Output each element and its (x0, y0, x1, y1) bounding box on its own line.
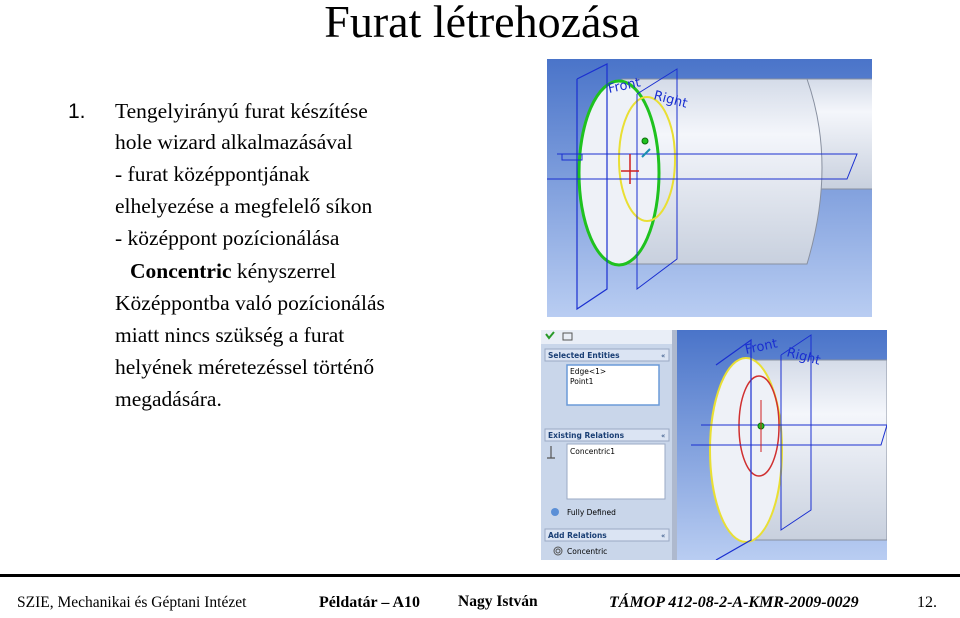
plane-right-label-2: Right (784, 345, 822, 369)
list-item[interactable]: Concentric1 (570, 447, 616, 456)
list-item[interactable]: Point1 (570, 377, 594, 386)
text-line-6 (130, 256, 336, 288)
plane-front-label: Front (606, 75, 643, 97)
text-line-6-rest: kényszerrel (231, 259, 336, 283)
add-relation-concentric[interactable]: Concentric (567, 547, 608, 556)
text-line-1: Tengelyirányú furat készítése (115, 99, 368, 123)
concentric-bold: Concentric (130, 259, 232, 283)
cad-screenshot-bottom (541, 330, 887, 560)
text-line-10: megadására. (115, 387, 222, 411)
text-line-9: helyének méretezéssel történő (115, 355, 375, 379)
footer-project: TÁMOP 412-08-2-A-KMR-2009-0029 (609, 594, 859, 611)
footer-examples: Példatár – A10 (319, 594, 421, 611)
status-text: Fully Defined (567, 508, 616, 517)
list-item[interactable]: Edge<1> (570, 367, 607, 376)
footer-author: Nagy István (458, 593, 538, 610)
text-line-3: - furat középpontjának (115, 162, 310, 186)
selected-entities-header[interactable]: Selected Entities (548, 351, 620, 360)
text-line-2: hole wizard alkalmazásával (115, 130, 353, 154)
existing-relations-header[interactable]: Existing Relations (548, 431, 625, 440)
plane-front-label-2: Front (743, 336, 780, 358)
footer-institute: SZIE, Mechanikai és Géptani Intézet (17, 594, 247, 611)
text-line-7: Középpontba való pozícionálás (115, 291, 385, 315)
text-line-5: - középpont pozícionálása (115, 226, 340, 250)
plane-right-label: Right (651, 88, 689, 112)
collapse-icon[interactable]: « (661, 432, 666, 440)
footer-rule (0, 574, 960, 577)
collapse-icon[interactable]: « (661, 352, 666, 360)
info-icon (551, 508, 559, 516)
page-number: 12. (917, 594, 937, 611)
page-title: Furat létrehozása (324, 0, 640, 47)
text-line-4: elhelyezése a megfelelő síkon (115, 194, 373, 218)
cad-screenshot-top (547, 59, 872, 317)
collapse-icon[interactable]: « (661, 532, 666, 540)
text-line-8: miatt nincs szükség a furat (115, 323, 345, 347)
list-number: 1. (68, 100, 86, 123)
add-relations-header[interactable]: Add Relations (548, 531, 607, 540)
